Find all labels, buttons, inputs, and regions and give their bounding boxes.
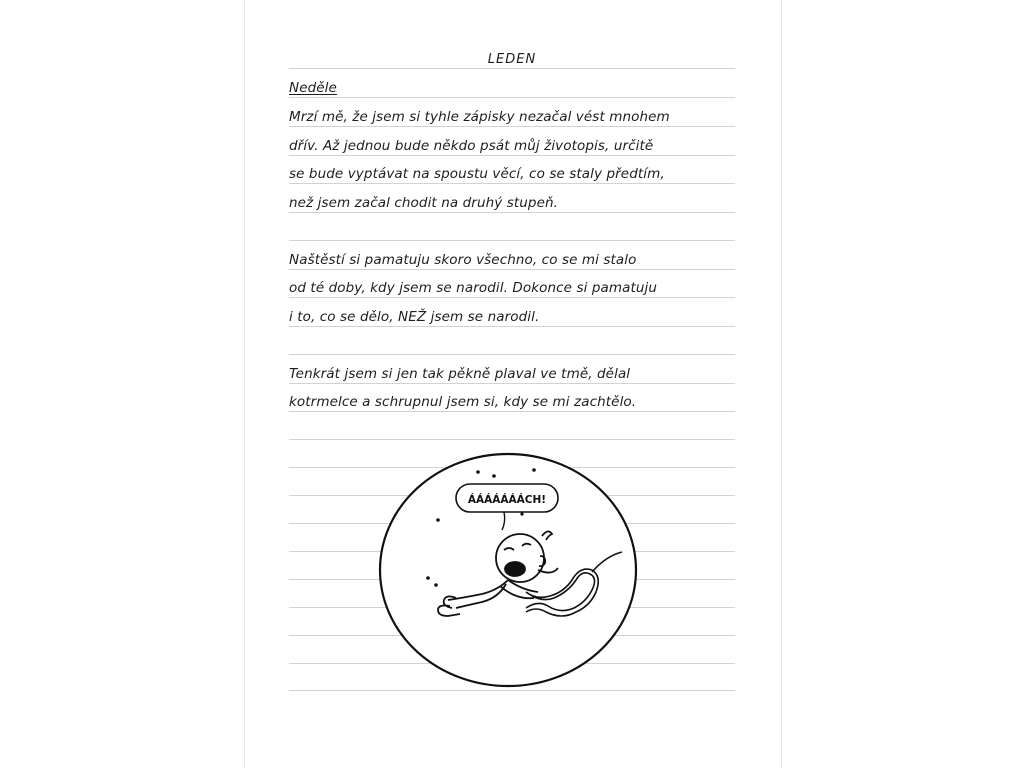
text-line: dřív. Až jednou bude někdo psát můj životopis, určitě xyxy=(289,138,654,154)
ruled-line xyxy=(289,383,735,384)
ruled-line xyxy=(289,240,735,241)
text-line: se bude vyptávat na spoustu věcí, co se staly předtím, xyxy=(289,166,665,182)
speech-bubble-text: ÁÁÁÁÁÁÁCH! xyxy=(467,494,547,506)
ruled-line xyxy=(289,411,735,412)
text-line: kotrmelce a schrupnul jsem si, kdy se mi zachtělo. xyxy=(289,394,637,410)
womb-illustration xyxy=(376,452,656,688)
text-line: Tenkrát jsem si jen tak pěkně plaval ve tmě, dělal xyxy=(289,366,631,382)
ruled-line xyxy=(289,97,735,98)
text-line: Naštěstí si pamatuju skoro všechno, co se mi stalo xyxy=(289,252,637,268)
text-line: od té doby, kdy jsem se narodil. Dokonce si pamatuju xyxy=(289,280,658,296)
ruled-line xyxy=(289,354,735,355)
ruled-line xyxy=(289,297,735,298)
ruled-line xyxy=(289,126,735,127)
ruled-line xyxy=(289,155,735,156)
text-line: i to, co se dělo, NEŽ jsem se narodil. xyxy=(289,309,540,325)
text-line: Mrzí mě, že jsem si tyhle zápisky nezačal vést mnohem xyxy=(289,109,670,125)
ruled-line xyxy=(289,212,735,213)
ruled-line xyxy=(289,690,735,691)
page-title: LEDEN xyxy=(487,52,537,67)
ruled-line xyxy=(289,439,735,440)
ruled-line xyxy=(289,326,735,327)
day-heading: Neděle xyxy=(289,80,337,96)
ruled-line xyxy=(289,68,735,69)
text-line: než jsem začal chodit na druhý stupeň. xyxy=(289,195,559,211)
ruled-line xyxy=(289,269,735,270)
ruled-line xyxy=(289,183,735,184)
